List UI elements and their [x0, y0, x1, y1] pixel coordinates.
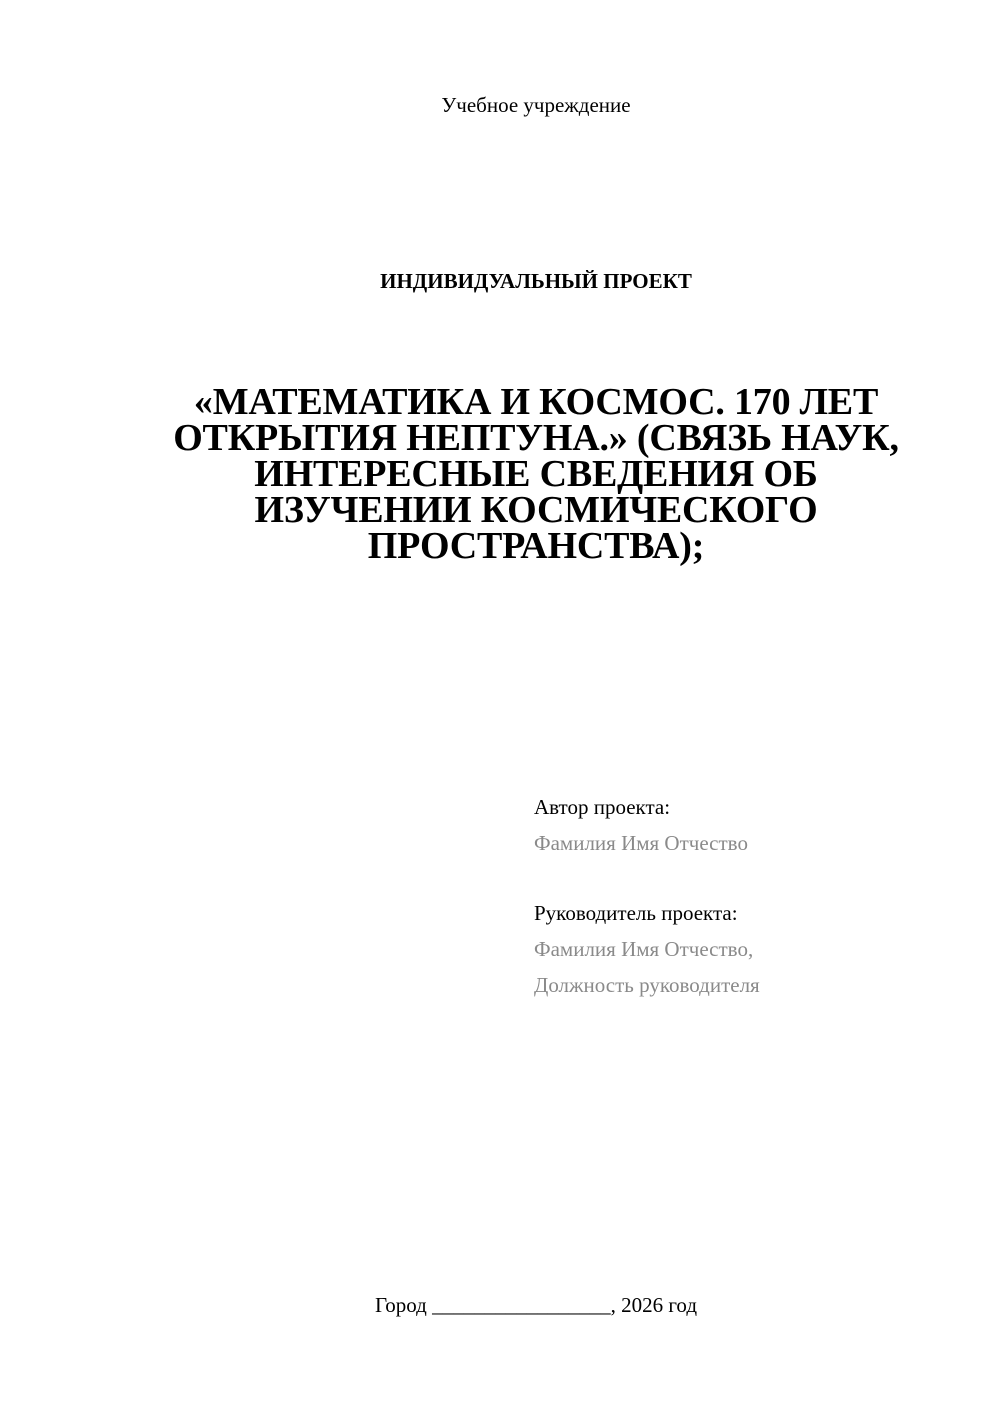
author-name-placeholder: Фамилия Имя Отчество [534, 831, 748, 855]
supervisor-label: Руководитель проекта: [534, 901, 738, 925]
supervisor-position-placeholder: Должность руководителя [534, 973, 760, 997]
city-year-line: Город _________________, 2026 год [374, 1293, 698, 1317]
document-type-heading: ИНДИВИДУАЛЬНЫЙ ПРОЕКТ [380, 269, 692, 293]
author-label: Автор проекта: [534, 795, 671, 819]
project-title [160, 381, 912, 567]
institution-name: Учебное учреждение [441, 93, 631, 117]
project-title-line: ИЗУЧЕНИИ КОСМИЧЕСКОГО [254, 489, 818, 531]
supervisor-name-placeholder: Фамилия Имя Отчество, [534, 937, 754, 961]
project-title-line: «МАТЕМАТИКА И КОСМОС. 170 ЛЕТ [193, 381, 879, 423]
project-title-line: ОТКРЫТИЯ НЕПТУНА.» (СВЯЗЬ НАУК, [173, 417, 899, 459]
spacer [534, 861, 954, 895]
authorship-block [534, 789, 954, 1003]
project-title-line: ИНТЕРЕСНЫЕ СВЕДЕНИЯ ОБ [254, 453, 818, 495]
project-title-line: ПРОСТРАНСТВА); [367, 525, 705, 567]
